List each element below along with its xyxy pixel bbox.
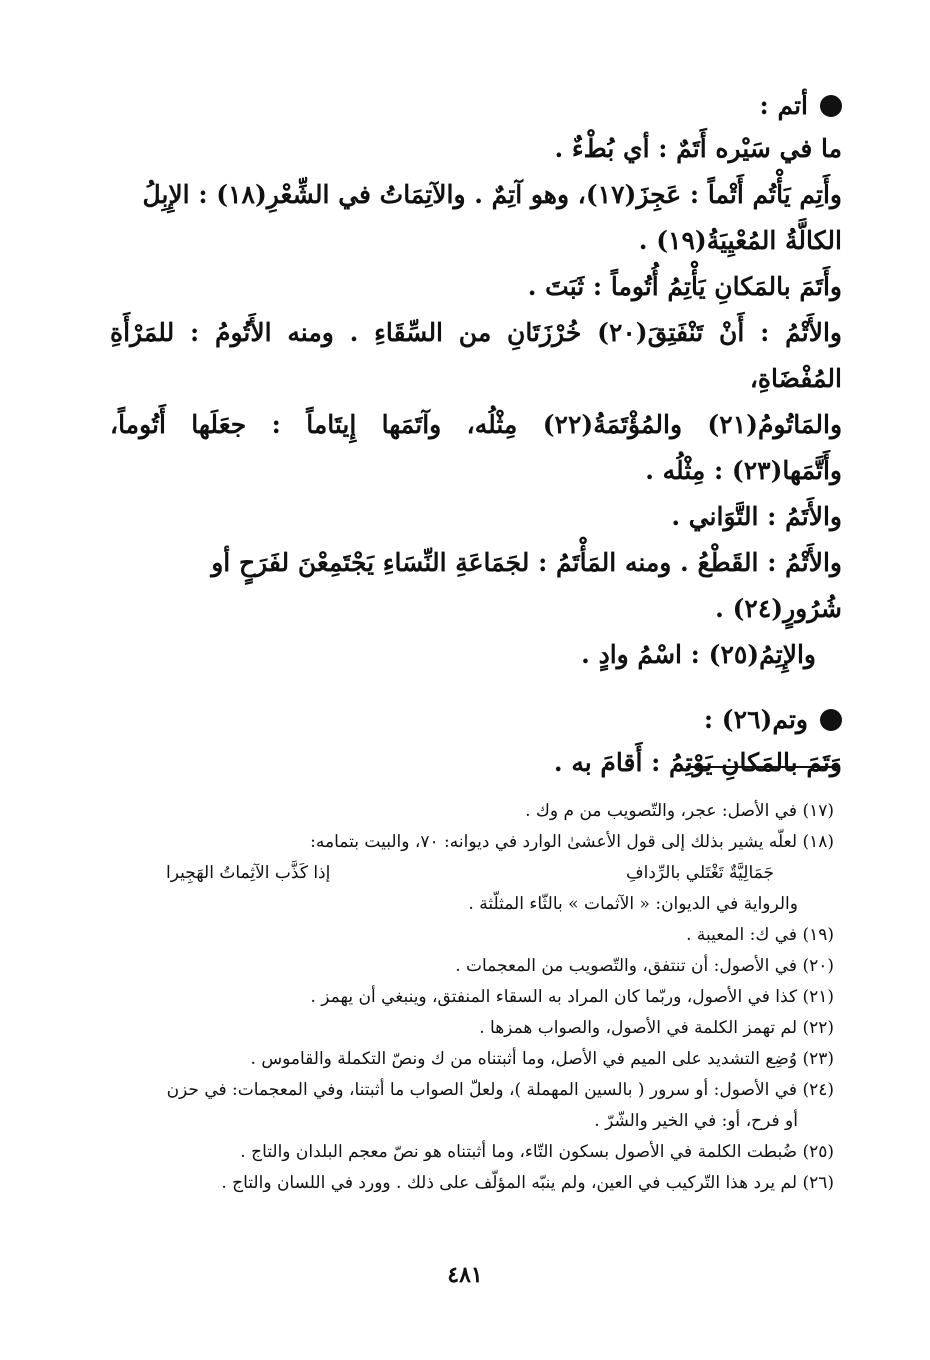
verse-hemistich-left: إذا كَذَّب الآثِماتُ الهَجِيرا [166,863,331,883]
footnote: (٢٠) في الأصول: أن تنتفق، والتّصويب من المعجمات . [455,956,834,976]
entry-heading [110,86,842,126]
page-number: ٤٨١ [447,1262,483,1288]
footnote: (١٨) لعلّه يشير بذلك إلى قول الأعشىٰ الوارد في ديوانه: ٧٠، والبيت بتمامه: [310,832,834,852]
footnote: (٢٣) وُضِع التشديد على الميم في الأصل، وما أثبتناه من ك ونصّ التكملة والقاموس . [250,1049,834,1069]
main-text [110,86,842,786]
bullet-icon [820,709,842,731]
poetry-verse [96,858,834,889]
entry-line: شُرُورٍ(٢٤) . [715,594,842,623]
entry-line: والأَتْمُ : أَنْ تَنْفَتِقَ(٢٠) خُرْزَتَانِ من السِّقَاءِ . ومنه الأَتُومُ : للمَرْأَةِ المُفْضَاةِ، [110,318,842,393]
footnote: (١٩) في ك: المعيبة . [686,925,834,945]
entry-line: وَتَمَ بالمَكانِ يَوْتِمُ : أَقامَ به . [553,748,842,777]
footnote: (٢٥) ضُبطت الكلمة في الأصول بسكون التّاء، وما أثبتناه هو نصّ معجم البلدان والتاج . [240,1142,834,1162]
entry-line: والأَتْمُ : القَطْعُ . ومنه المَأْتَمُ : لجَمَاعَةِ النِّسَاءِ يَجْتَمِعْنَ لفَرَحٍ أو [211,548,842,577]
entry-heading-text: وتم(٢٦) : [703,705,808,734]
footnote: (١٧) في الأصل: عجر، والتّصويب من م وك . [525,801,834,821]
entry-line: الكالَّةُ المُعْيِيَةُ(١٩) . [638,226,842,255]
footnote-continuation: والرواية في الديوان: « الآثمات » بالثّاء المثلّثة . [468,894,798,914]
footnote-continuation: أو فرح، أو: في الخير والشّرّ . [594,1111,798,1131]
bullet-icon [820,95,842,117]
entry-line: وأَتِم يَأْتُم أَتْماً : عَجِزَ(١٧)، وهو آتِمٌ . والآتِمَاتُ في الشِّعْرِ(١٨) : الإِبِلُ [142,180,842,209]
entry-line: والإِتِمُ(٢٥) : اسْمُ وادٍ . [581,640,816,669]
verse-hemistich-right: جَمَالِيَّةٌ تَغْتَلي بالرِّدافِ [626,863,774,883]
entry-heading [110,700,842,740]
footnote-divider [686,766,838,768]
footnotes [96,796,834,1199]
entry-line: وأَتَمَ بالمَكانِ يَأْتِمُ أُتُوماً : ثَبَتَ . [527,272,842,301]
entry-line: والمَاتُومُ(٢١) والمُؤْتَمَةُ(٢٢) مِثْلُه، وآتَمَها إِيتَاماً : جعَلَها أَتُوماً، وأَتَّمَها(٢٣) : مِثْلُه . [110,410,843,485]
footnote: (٢٢) لم تهمز الكلمة في الأصول، والصواب همزها . [479,1018,834,1038]
entry-line: ما في سَيْره أَتَمٌ : أي بُطْءٌ . [554,134,842,163]
entry-line: والأَتَمُ : التَّوَاني . [671,502,842,531]
footnote: (٢١) كذا في الأصول، وربّما كان المراد به السقاء المنفتق، وينبغي أن يهمز . [310,987,834,1007]
footnote: (٢٦) لم يرد هذا التّركيب في العين، ولم ينبّه المؤلّف على ذلك . وورد في اللسان والتاج . [221,1173,834,1193]
entry-heading-text: أتم : [759,91,808,120]
section-gap [110,678,842,700]
footnote: (٢٤) في الأصول: أو سرور ( بالسين المهملة )، ولعلّ الصواب ما أثبتنا، وفي المعجمات: في حزن [166,1080,834,1100]
